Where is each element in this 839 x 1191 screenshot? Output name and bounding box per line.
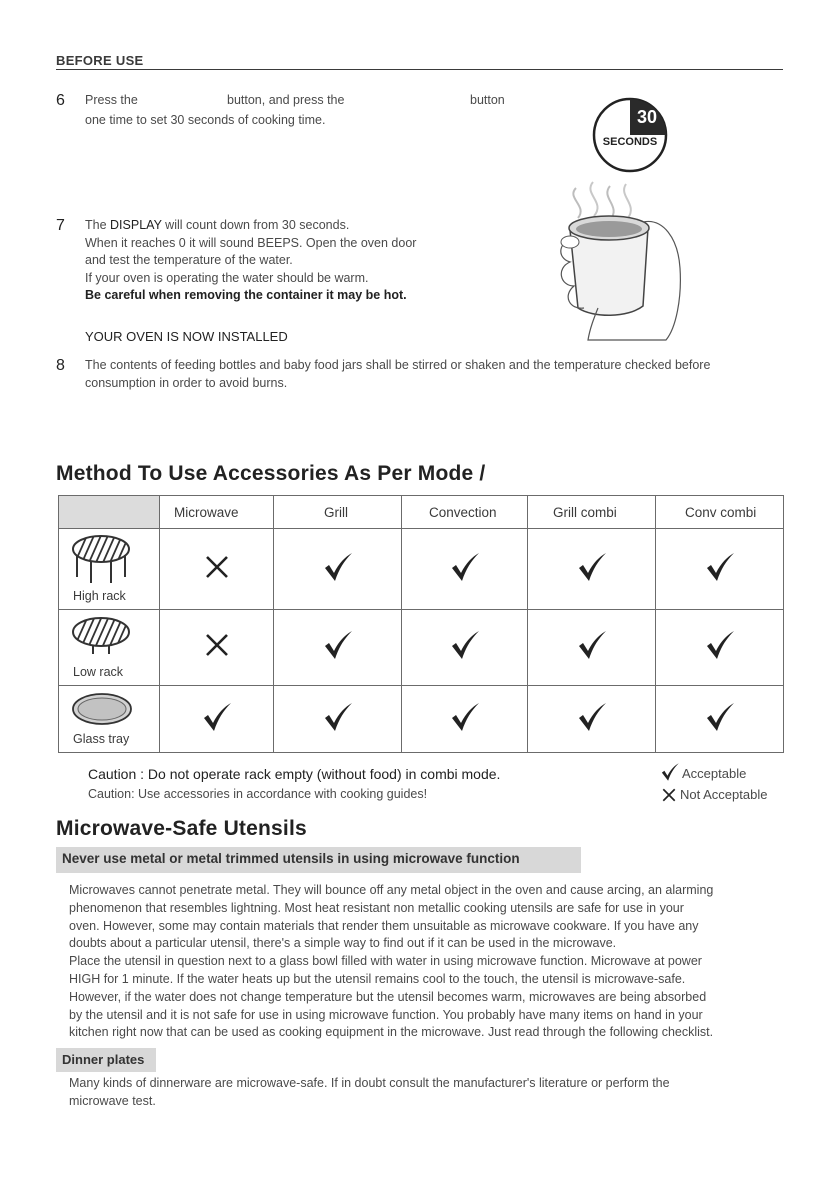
accessory-label: High rack — [73, 589, 126, 603]
high-rack-icon — [69, 533, 133, 585]
legend-acceptable: Acceptable — [682, 766, 747, 781]
legend-check-icon — [660, 762, 680, 782]
caution-combi: Caution : Do not operate rack empty (without food) in combi mode. — [88, 766, 501, 782]
check-icon — [322, 629, 354, 661]
paragraph-line: HIGH for 1 minute. If the water heats up but the utensil remains cool to the touch, the utensil is microwave-safe. — [69, 971, 686, 986]
accessory-label: Low rack — [73, 665, 124, 679]
cross-icon — [203, 631, 231, 659]
step-7-line-3: and test the temperature of the water. — [85, 253, 293, 267]
mark-cell — [656, 610, 784, 686]
column-header: Grill combi — [528, 496, 656, 529]
table-row — [59, 686, 784, 753]
check-icon — [576, 629, 608, 661]
paragraph-line: by the utensil and it is not safe for use in using microwave function. You probably have many items on hand in your — [69, 1007, 703, 1022]
mark-cell — [528, 529, 656, 610]
check-icon — [704, 551, 736, 583]
step-7-number: 7 — [56, 217, 65, 234]
mark-cell — [528, 610, 656, 686]
paragraph-line: oven. However, some may contain materials that render them unsuitable as microwave cookware. If you have any — [69, 918, 699, 933]
check-icon — [449, 629, 481, 661]
step-7-line-4: If your oven is operating the water should be warm. — [85, 271, 369, 285]
check-icon — [322, 551, 354, 583]
step-7-text-a: The — [85, 218, 107, 232]
column-header: Conv combi — [656, 496, 784, 529]
section-tag: BEFORE USE — [56, 53, 144, 68]
step-8-line-1: The contents of feeding bottles and baby food jars shall be stirred or shaken and the temperature checked before — [85, 358, 711, 372]
dinner-plates-heading: Dinner plates — [62, 1052, 145, 1067]
mark-cell — [274, 529, 402, 610]
check-icon — [449, 551, 481, 583]
check-icon — [322, 701, 354, 733]
low-rack-icon — [69, 614, 133, 658]
accessory-cell — [59, 610, 160, 686]
check-icon — [201, 701, 233, 733]
display-label: DISPLAY — [110, 218, 162, 232]
mark-cell — [402, 686, 528, 753]
mark-cell — [402, 529, 528, 610]
accessories-table — [58, 495, 784, 753]
step-6-text-b: button, and press the — [227, 93, 345, 107]
check-icon — [704, 701, 736, 733]
paragraph-line: However, if the water does not change temperature but the utensil becomes warm, microwaves are being absorbed — [69, 989, 707, 1004]
icon-number: 30 — [636, 107, 658, 127]
paragraph-line: Microwaves cannot penetrate metal. They will bounce off any metal object in the oven and cause arcing, an alarming — [69, 883, 714, 897]
header-rule — [56, 69, 783, 70]
column-header: Grill — [274, 496, 402, 529]
step-7-line-2: When it reaches 0 it will sound BEEPS. Open the oven door — [85, 236, 417, 250]
mark-cell — [274, 686, 402, 753]
step-8-line-2: consumption in order to avoid burns. — [85, 376, 288, 390]
check-icon — [449, 701, 481, 733]
glass-tray-icon — [71, 692, 133, 726]
mark-cell — [160, 529, 274, 610]
step-6-number: 6 — [56, 92, 65, 109]
step-7-line-1 — [85, 217, 349, 235]
step-7-warning: Be careful when removing the container it may be hot. — [85, 288, 407, 302]
installed-notice: YOUR OVEN IS NOW INSTALLED — [85, 329, 288, 344]
table-row — [59, 529, 784, 610]
accessory-cell — [59, 529, 160, 610]
mark-cell — [656, 529, 784, 610]
legend-not-acceptable: Not Acceptable — [680, 787, 768, 802]
cross-icon — [203, 553, 231, 581]
utensils-heading: Microwave-Safe Utensils — [56, 817, 307, 840]
paragraph-line: kitchen right now that can be used as cooking equipment in the microwave. Just read through the following checklist. — [69, 1025, 714, 1040]
accessory-label: Glass tray — [73, 732, 130, 746]
table-header-row — [59, 496, 784, 529]
icon-label: SECONDS — [602, 136, 658, 148]
mark-cell — [402, 610, 528, 686]
method-heading: Method To Use Accessories As Per Mode / — [56, 462, 486, 485]
mark-cell — [274, 610, 402, 686]
thirty-seconds-icon — [592, 95, 672, 175]
paragraph-line: doubts about a particular utensil, there's a simple way to find out if it can be used in the microwave. — [69, 936, 617, 951]
mark-cell — [160, 610, 274, 686]
step-7-text-b: will count down from 30 seconds. — [165, 218, 350, 232]
step-6-text-c: button — [470, 93, 505, 107]
header-corner — [59, 496, 160, 529]
dinner-plates-line-1: Many kinds of dinnerware are microwave-safe. If in doubt consult the manufacturer's literature or perform the — [69, 1076, 670, 1090]
warning-banner-text: Never use metal or metal trimmed utensils in using microwave function — [62, 851, 520, 866]
mark-cell — [656, 686, 784, 753]
dinner-plates-line-2: microwave test. — [69, 1094, 156, 1108]
accessory-cell — [59, 686, 160, 753]
caution-guides: Caution: Use accessories in accordance with cooking guides! — [88, 787, 428, 801]
column-header: Microwave — [160, 496, 274, 529]
check-icon — [576, 551, 608, 583]
column-header: Convection — [402, 496, 528, 529]
paragraph-line: Place the utensil in question next to a glass bowl filled with water in using microwave function. Microwave at power — [69, 954, 702, 969]
mark-cell — [528, 686, 656, 753]
check-icon — [576, 701, 608, 733]
mark-cell — [160, 686, 274, 753]
hand-cup-illustration — [548, 178, 688, 343]
table-row — [59, 610, 784, 686]
utensils-paragraph — [69, 882, 789, 1042]
step-6-text-a: Press the — [85, 93, 138, 107]
step-6-line-2: one time to set 30 seconds of cooking time. — [85, 113, 326, 127]
paragraph-line: phenomenon that resembles lightning. Most heat resistant non metallic cooking utensils are safe for use in your — [69, 900, 684, 915]
check-icon — [704, 629, 736, 661]
legend-cross-icon — [661, 787, 677, 803]
step-8-number: 8 — [56, 357, 65, 374]
